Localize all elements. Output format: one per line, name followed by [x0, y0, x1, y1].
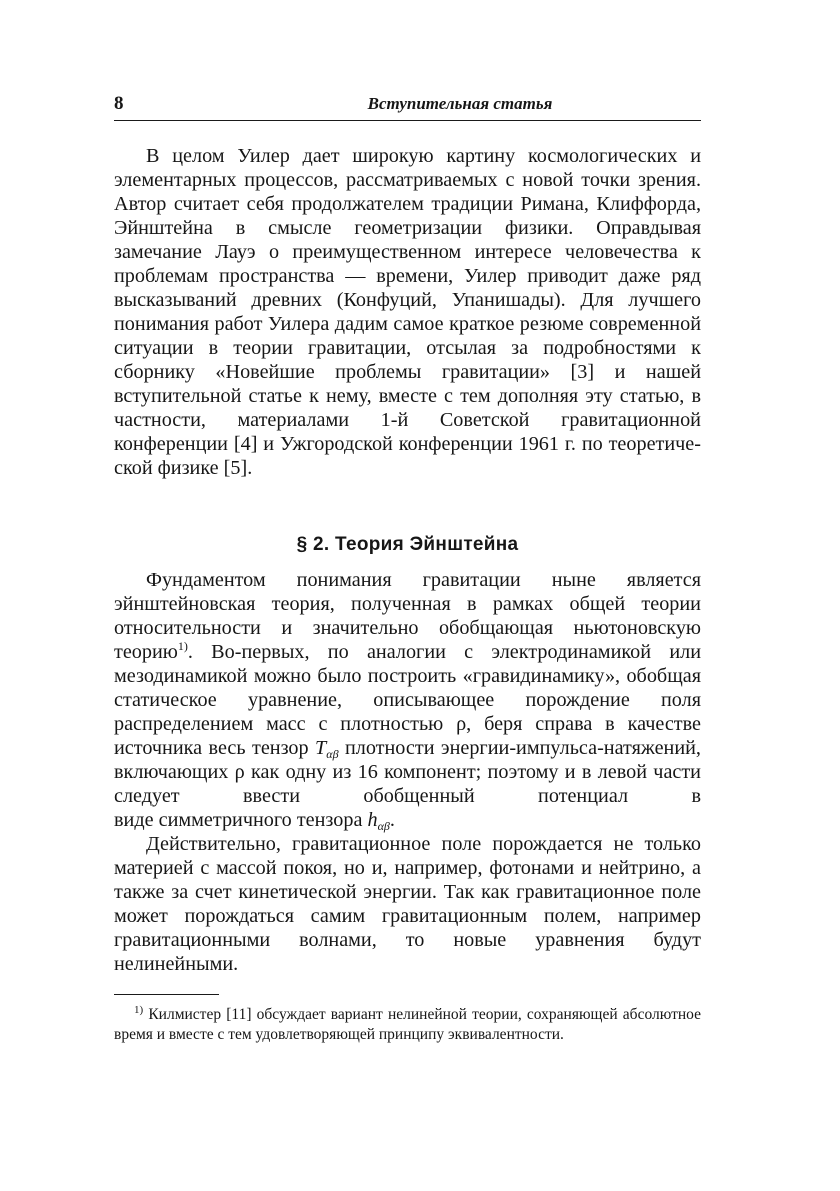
paragraph-3: Действительно, гравитационное поле порождается не только материей с массой покоя, но и, например, фотонами и нейтрино, а также за счет кинетической энергии. Так как гравитационное поле может порождаться самим гравитационным полем, например гравитационными волнами, то новые уравнения будут нелинейными.: [114, 833, 701, 975]
paragraph-2-part-1: Фундаментом понимания гравитации ныне является эйнштейновская теория, полученная в рамках общей теории относительности и значительно обобщающая ньютоновскую теорию: [114, 569, 701, 663]
tensor-h-index: αβ: [377, 819, 390, 833]
footnote-reference: 1): [177, 639, 188, 653]
footnote-rule: [114, 994, 219, 995]
footnote-mark: 1): [134, 1004, 144, 1016]
footnote: [114, 1005, 701, 1045]
paragraph-2-last-line: [114, 808, 701, 832]
running-head: Вступительная статья: [367, 94, 553, 113]
paragraph-2-part-2: . Во-первых, по аналогии с электродинамикой или мезодинамикой можно было построить «гравидинамику», обобщая статическое уравнение, описывающее порождение поля распределением масс с плотностью ρ, беря справа в качестве источника весь тензор: [114, 641, 701, 759]
header-rule: [114, 120, 701, 121]
paragraph-1: [114, 144, 701, 480]
paragraph-1-text: В целом Уилер дает широкую картину космологических и элементарных процессов, рассматриваемых с новой точки зрения. Автор считает себя продолжателем традиции Римана, Клиффорда, Эйнштейна в смысле геометризации физики. Оправдывая замечание Лауэ о преимущественном интересе человечества к проблемам пространства — времени, Уилер приводит даже ряд высказываний древних (Конфуций, Упанишады). Для лучшего понимания работ Уилера дадим самое краткое резюме современной ситуации в теории гравитации, отсылая за подробностями к сборнику «Новейшие проблемы гравитации» [3] и нашей вступительной статье к нему, вместе с тем дополняя эту статью, в частности, материалами 1-й Советской гравитационной конференции [4] и Ужгородской конференции 1961 г. по теоретиче-: [114, 145, 701, 455]
tensor-t-symbol: T: [315, 737, 327, 759]
section-title: § 2. Теория Эйнштейна: [296, 534, 519, 555]
paragraph-2: [114, 568, 701, 832]
section-body: [114, 568, 701, 976]
tensor-h-symbol: h: [367, 809, 378, 831]
paragraph-1-last-line: ской физике [5].: [114, 457, 253, 479]
paragraph-2-last-line-text: виде симметричного тензора: [114, 809, 368, 831]
tensor-t-index: αβ: [326, 747, 339, 761]
paragraph-2-last-line-end: .: [389, 809, 395, 831]
page-number: 8: [114, 93, 124, 114]
paragraph-2-part-3: плотности энергии-импульса-натяжений, включающих ρ как одну из 16 компонент; поэтому и в левой части следует ввести обобщенный потенциал в: [114, 737, 701, 807]
footnote-text: Килмистер [11] обсуждает вариант нелинейной теории, сохраняющей абсолютное время и вместе с тем удовлетворяющей принципу эквивалентности.: [114, 1006, 701, 1043]
